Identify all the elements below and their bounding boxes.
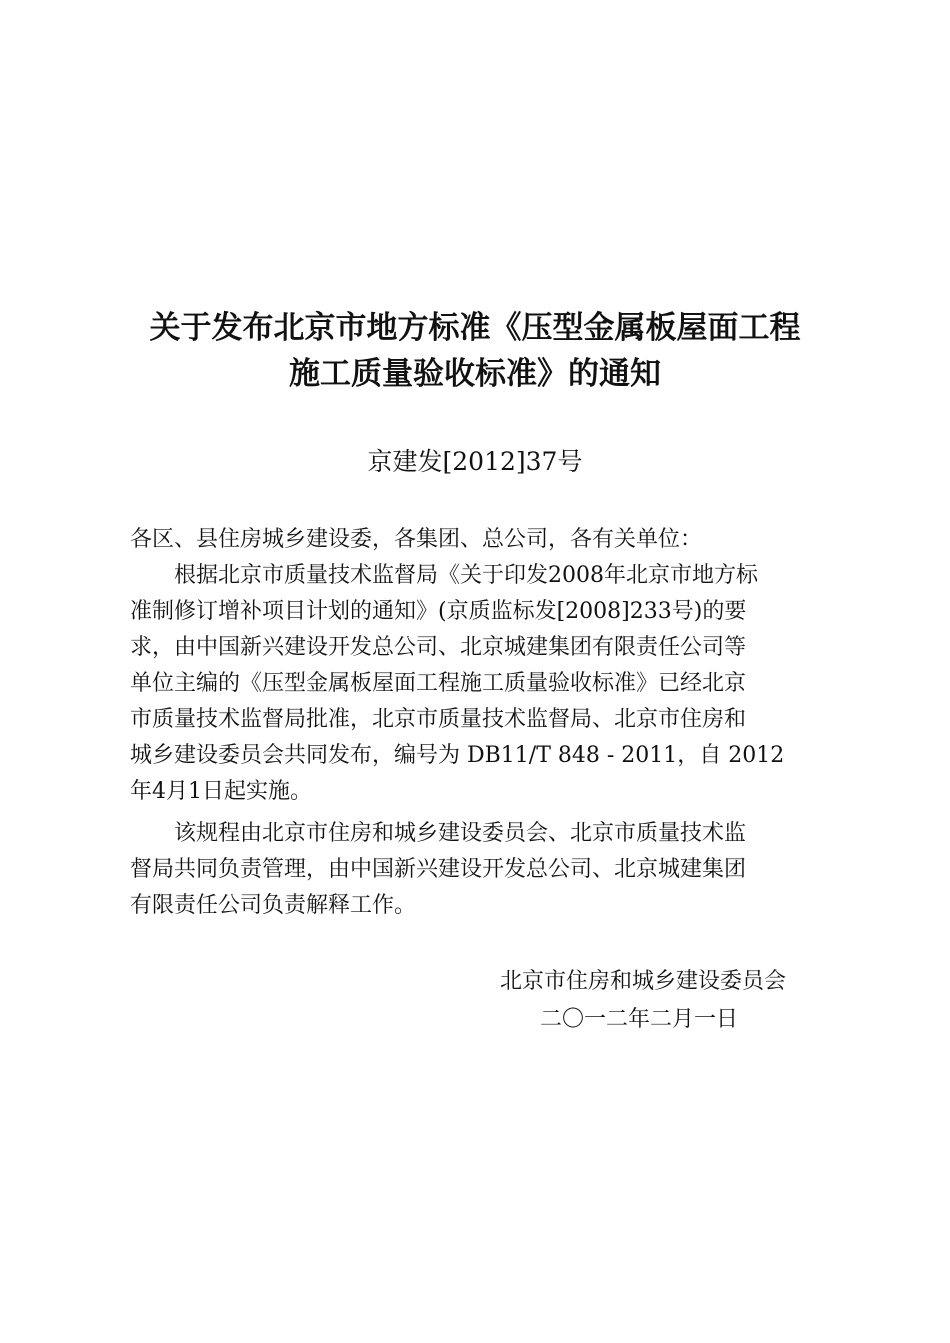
paragraph-1-line: 根据北京市质量技术监督局《关于印发2008年北京市地方标 [174, 563, 758, 588]
paragraph-1-line: 城乡建设委员会共同发布，编号为 DB11/T 848 - 2011，自 2012 [130, 743, 785, 768]
paragraph-2-line: 有限责任公司负责解释工作。 [130, 893, 417, 918]
paragraph-1-line: 市质量技术监督局批准，北京市质量技术监督局、北京市住房和 [130, 707, 747, 732]
document-number: 京建发[2012]37号 [367, 447, 583, 476]
paragraph-1-line: 求，由中国新兴建设开发总公司、北京城建集团有限责任公司等 [130, 635, 747, 660]
paragraph-1 [130, 558, 830, 810]
salutation: 各区、县住房城乡建设委，各集团、总公司，各有关单位： [130, 527, 703, 552]
paragraph-1-line: 年4月1日起实施。 [130, 779, 312, 804]
paragraph-2 [130, 816, 830, 924]
notice-title-line-1: 关于发布北京市地方标准《压型金属板屋面工程 [149, 310, 801, 346]
paragraph-2-line: 该规程由北京市住房和城乡建设委员会、北京市质量技术监 [174, 821, 747, 846]
paragraph-1-line: 准制修订增补项目计划的通知》(京质监标发[2008]233号)的要 [130, 599, 747, 624]
paragraph-1-line: 单位主编的《压型金属板屋面工程施工质量验收标准》已经北京 [130, 671, 747, 696]
notice-title-line-2: 施工质量验收标准》的通知 [289, 356, 661, 392]
signature-organization: 北京市住房和城乡建设委员会 [500, 969, 787, 994]
paragraph-2-line: 督局共同负责管理，由中国新兴建设开发总公司、北京城建集团 [130, 857, 747, 882]
signature-date: 二〇一二年二月一日 [540, 1007, 739, 1032]
